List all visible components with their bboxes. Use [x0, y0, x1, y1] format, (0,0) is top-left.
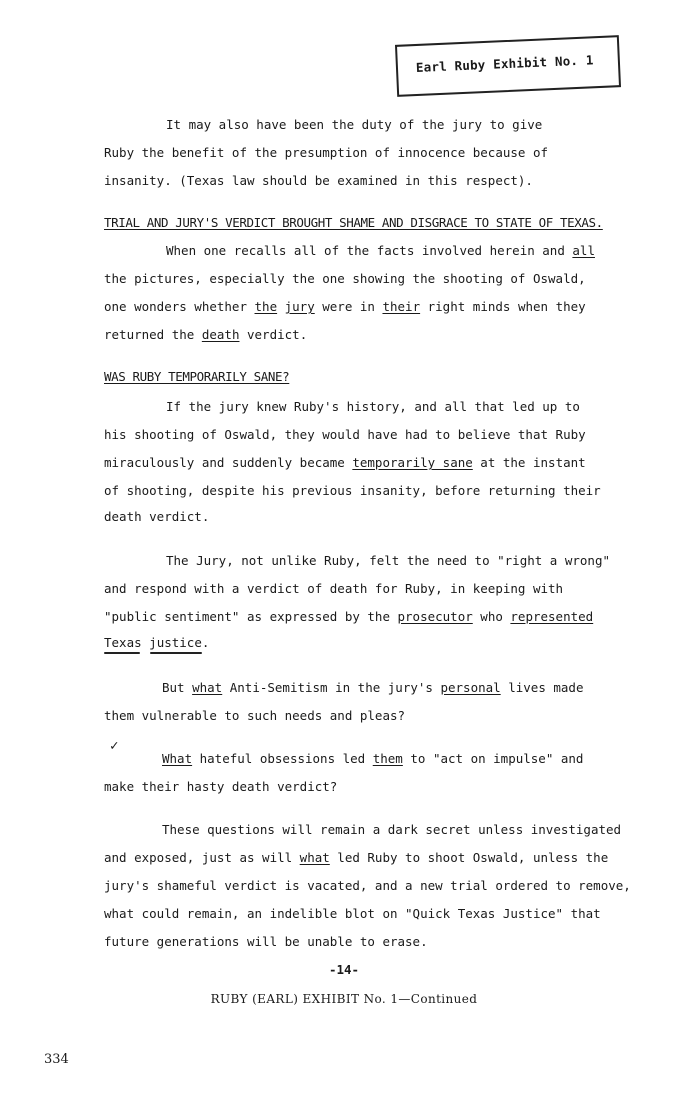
- p4-underlined: represented: [510, 609, 594, 624]
- p2-underlined: death: [201, 327, 240, 342]
- p2-line2: the pictures, especially the one showing the shooting of Oswald,: [104, 271, 586, 286]
- p1-line1: It may also have been the duty of the jury to give: [166, 117, 543, 132]
- p2-text: were in: [314, 299, 383, 314]
- p5-text: But: [162, 680, 193, 695]
- p7-line2: [104, 850, 608, 866]
- exhibit-stamp: [395, 35, 621, 97]
- p2-line4: [104, 327, 307, 343]
- p5-underlined: what: [192, 680, 223, 695]
- p4-text: justice: [149, 635, 202, 650]
- p4-line2: and respond with a verdict of death for Ruby, in keeping with: [104, 581, 564, 596]
- p5-text: Anti-Semitism in the jury's: [222, 680, 441, 695]
- p6-text: to "act on impulse" and: [402, 751, 584, 766]
- p7-text: led Ruby to shoot Oswald, unless the: [329, 850, 609, 865]
- exhibit-caption: RUBY (EARL) EXHIBIT No. 1—Continued: [210, 992, 478, 1006]
- p4-line4: [104, 635, 209, 651]
- p4-text: "public sentiment" as expressed by the: [104, 609, 398, 624]
- p3-underlined: temporarily sane: [352, 455, 473, 470]
- p4-text: Texas: [104, 635, 142, 650]
- p2-text: right minds when they: [420, 299, 586, 314]
- p2-underlined: jury: [284, 299, 315, 314]
- p4-text: who: [472, 609, 511, 624]
- p4-line3: [104, 609, 593, 625]
- handwritten-underline: [150, 652, 202, 654]
- p2-underlined: the: [254, 299, 278, 314]
- folio-number: 334: [44, 1052, 69, 1067]
- p5-line1: [162, 680, 583, 696]
- p6-underlined: them: [372, 751, 403, 766]
- p2-line1: [166, 243, 595, 259]
- p2-underlined: all: [572, 243, 595, 258]
- section-heading-sane: WAS RUBY TEMPORARILY SANE?: [104, 369, 290, 384]
- p5-line2: them vulnerable to such needs and pleas?: [104, 708, 406, 723]
- p2-line3: [104, 299, 586, 315]
- handwritten-underline: [104, 652, 140, 654]
- p3-line4: of shooting, despite his previous insanity, before returning their: [104, 483, 601, 498]
- p7-line1: These questions will remain a dark secret unless investigated: [162, 822, 622, 837]
- p4-line1: The Jury, not unlike Ruby, felt the need to "right a wrong": [166, 553, 611, 568]
- exhibit-label: Earl Ruby Exhibit No. 1: [415, 52, 594, 76]
- p2-text: one wonders whether: [104, 299, 255, 314]
- p4-underlined: prosecutor: [397, 609, 473, 624]
- p7-line4: what could remain, an indelible blot on "Quick Texas Justice" that: [104, 906, 601, 921]
- p2-text: verdict.: [239, 327, 308, 342]
- p3-text: at the instant: [472, 455, 586, 470]
- p2-text: returned the: [104, 327, 202, 342]
- page-number: -14-: [328, 962, 360, 977]
- p7-underlined: what: [299, 850, 330, 865]
- p3-text: miraculously and suddenly became: [104, 455, 353, 470]
- p1-line2: Ruby the benefit of the presumption of innocence because of: [104, 145, 549, 160]
- p3-line2: his shooting of Oswald, they would have had to believe that Ruby: [104, 427, 586, 442]
- p6-underlined: What: [162, 751, 193, 766]
- p7-text: and exposed, just as will: [104, 850, 300, 865]
- p3-line1: If the jury knew Ruby's history, and all that led up to: [166, 399, 580, 414]
- p6-text: hateful obsessions led: [192, 751, 373, 766]
- p7-line5: future generations will be unable to erase.: [104, 934, 428, 949]
- p7-line3: jury's shameful verdict is vacated, and a new trial ordered to remove,: [104, 878, 631, 893]
- p5-underlined: personal: [440, 680, 501, 695]
- p2-text: [277, 299, 285, 314]
- p1-line3: insanity. (Texas law should be examined in this respect).: [104, 173, 533, 188]
- p4-text: .: [201, 635, 210, 650]
- p3-line3: [104, 455, 586, 471]
- p3-line5: death verdict.: [104, 509, 210, 524]
- section-heading-trial: TRIAL AND JURY'S VERDICT BROUGHT SHAME AND DISGRACE TO STATE OF TEXAS.: [104, 215, 603, 230]
- p2-text: When one recalls all of the facts involved herein and: [166, 243, 573, 258]
- p5-text: lives made: [500, 680, 584, 695]
- p6-line2: make their hasty death verdict?: [104, 779, 338, 794]
- handwritten-check-mark: ✓: [110, 738, 119, 754]
- p6-line1: [162, 751, 583, 767]
- p2-underlined: their: [382, 299, 421, 314]
